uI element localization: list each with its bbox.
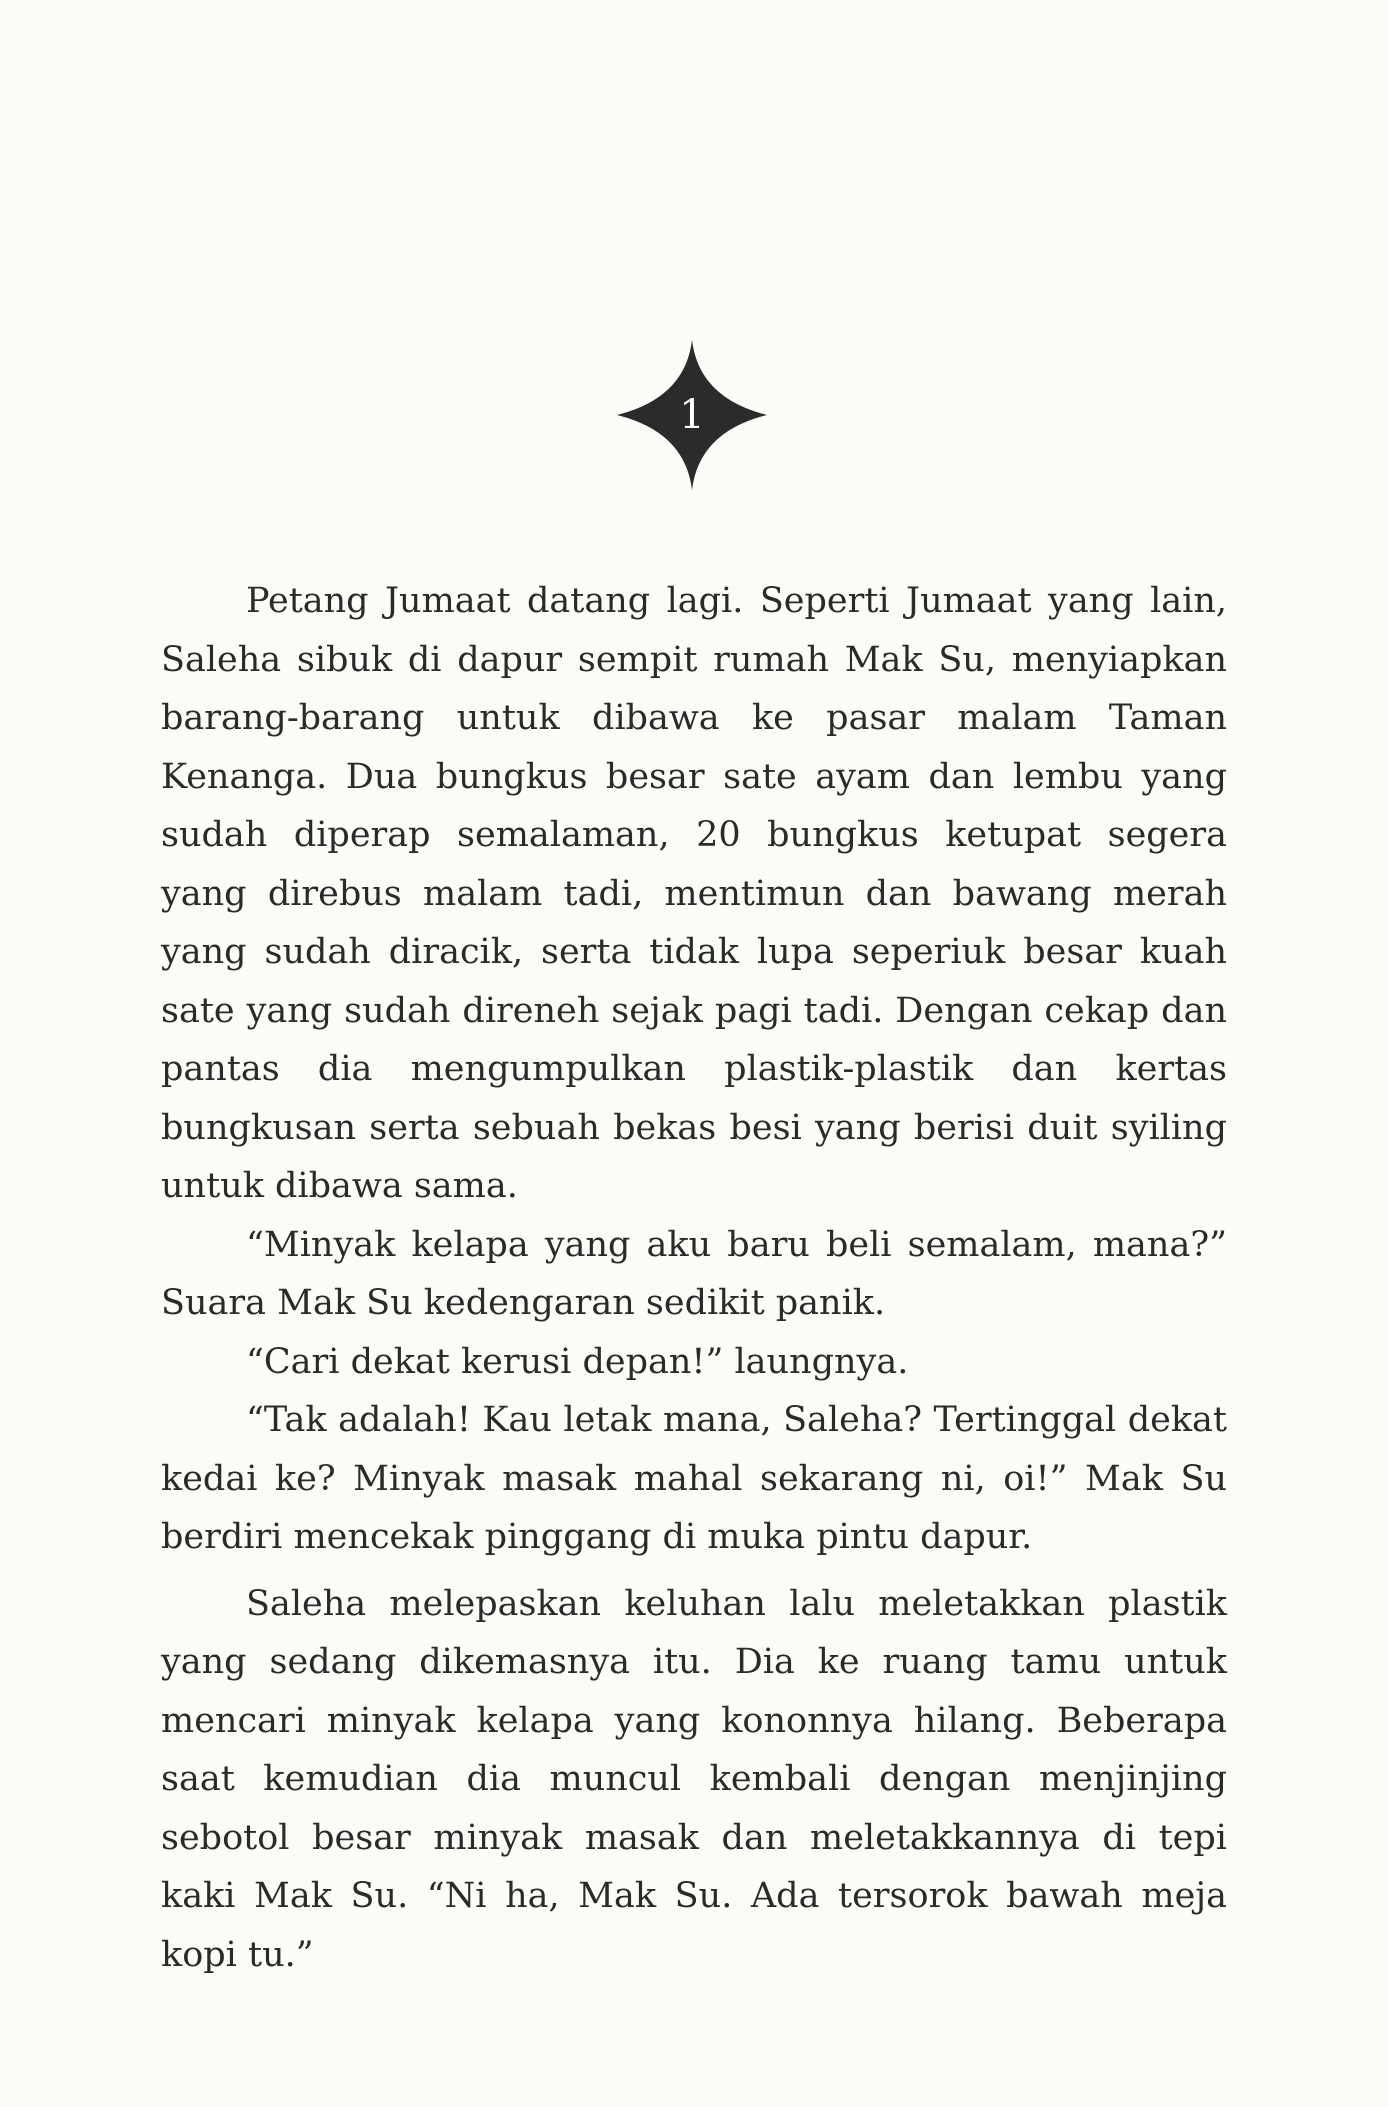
paragraph: Saleha melepaskan keluhan lalu meletakkan plastik yang sedang dikemasnya itu. Dia ke ruang tamu untuk mencari minyak kelapa yang kononnya hilang. Beberapa saat kemudian dia muncul kembali dengan menjinjing sebotol besar minyak masak dan meletakkannya di tepi kaki Mak Su. “Ni ha, Mak Su. Ada tersorok bawah meja kopi tu.” xyxy=(161,1583,1227,1975)
paragraph: “Cari dekat kerusi depan!” laungnya. xyxy=(246,1341,909,1382)
chapter-ornament xyxy=(617,340,767,490)
chapter-number: 1 xyxy=(679,392,705,438)
paragraph: Petang Jumaat datang lagi. Seperti Jumaat yang lain, Saleha sibuk di dapur sempit rumah Mak Su, menyiapkan barang-barang untuk dibawa ke pasar malam Taman Kenanga. Dua bungkus besar sate ayam dan lembu yang sudah diperap semalaman, 20 bungkus ketupat segera yang direbus malam tadi, mentimun dan bawang merah yang sudah diracik, serta tidak lupa seperiuk besar kuah sate yang sudah direneh sejak pagi tadi. Dengan cekap dan pantas dia mengumpulkan plastik-plastik dan kertas bungkusan serta sebuah bekas besi yang berisi duit syiling untuk dibawa sama. xyxy=(161,581,1227,1206)
paragraph: “Tak adalah! Kau letak mana, Saleha? Tertinggal dekat kedai ke? Minyak masak mahal sekarang ni, oi!” Mak Su berdiri mencekak pinggang di muka pintu dapur. xyxy=(161,1400,1227,1557)
paragraph: “Minyak kelapa yang aku baru beli semalam, mana?” Suara Mak Su kedengaran sedikit panik. xyxy=(161,1224,1227,1323)
body-text xyxy=(161,572,1227,1984)
